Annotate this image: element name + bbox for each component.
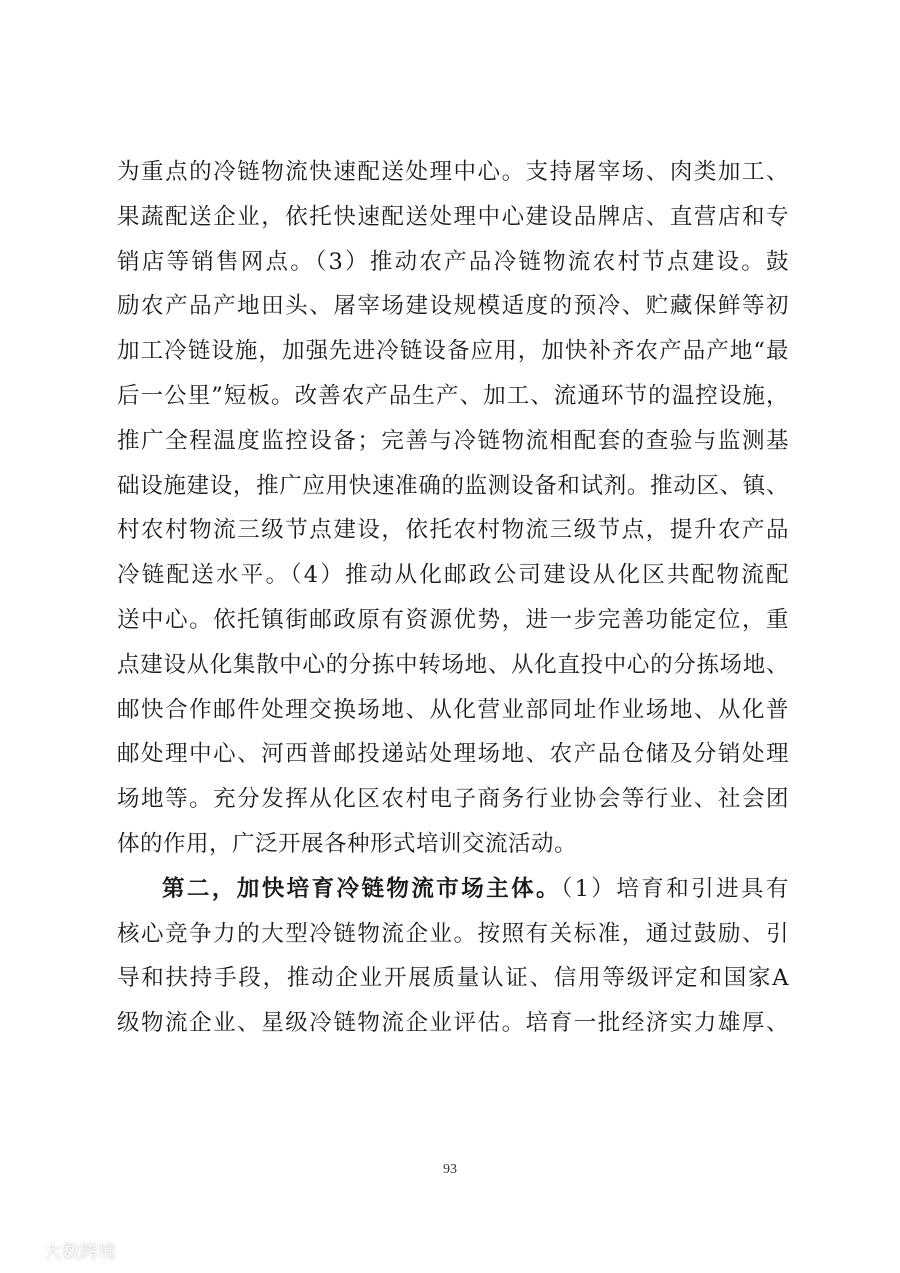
text-line: 邮快合作邮件处理交换场地、从化营业部同址作业场地、从化普 xyxy=(117,696,789,723)
text-line: 送中心。依托镇街邮政原有资源优势，进一步完善功能定位，重 xyxy=(117,606,789,633)
text-line: 后一公里”短板。改善农产品生产、加工、流通环节的温控设施， xyxy=(117,382,789,409)
page-number: 93 xyxy=(443,1162,457,1177)
text-line: 销店等销售网点。（3）推动农产品冷链物流农村节点建设。鼓 xyxy=(117,248,789,275)
body-text xyxy=(117,150,789,1046)
text-line: 体的作用，广泛开展各种形式培训交流活动。 xyxy=(117,830,578,857)
text-line: 场地等。充分发挥从化区农村电子商务行业协会等行业、社会团 xyxy=(117,786,789,813)
text-line: 果蔬配送企业，依托快速配送处理中心建设品牌店、直营店和专 xyxy=(117,203,789,230)
text-line: 点建设从化集散中心的分拣中转场地、从化直投中心的分拣场地、 xyxy=(117,651,789,678)
text-line: 村农村物流三级节点建设，依托农村物流三级节点，提升农产品 xyxy=(117,517,789,544)
text-line: 加工冷链设施，加强先进冷链设备应用，加快补齐农产品产地“最 xyxy=(117,338,789,365)
watermark xyxy=(8,1238,116,1264)
text-line: 础设施建设，推广应用快速准确的监测设备和试剂。推动区、镇、 xyxy=(117,472,789,499)
watermark-text: 大数跨境 xyxy=(44,1242,116,1263)
text-line: 邮处理中心、河西普邮投递站处理场地、农产品仓储及分销处理 xyxy=(117,741,789,768)
brand-logo-icon xyxy=(8,1240,38,1262)
text-line: 为重点的冷链物流快速配送处理中心。支持屠宰场、肉类加工、 xyxy=(117,159,789,185)
section-heading: 第二，加快培育冷链物流市场主体。 xyxy=(162,875,561,902)
text-line xyxy=(117,867,789,912)
text-line: 导和扶持手段，推动企业开展质量认证、信用等级评定和国家A xyxy=(117,965,789,992)
text-run: （1）培育和引进具有 xyxy=(560,875,789,902)
text-line: 推广全程温度监控设备；完善与冷链物流相配套的查验与监测基 xyxy=(117,427,789,454)
text-line: 核心竞争力的大型冷链物流企业。按照有关标准，通过鼓励、引 xyxy=(117,920,789,947)
text-line: 冷链配送水平。（4）推动从化邮政公司建设从化区共配物流配 xyxy=(117,562,789,589)
text-line: 级物流企业、星级冷链物流企业评估。培育一批经济实力雄厚、 xyxy=(117,1010,789,1037)
text-line: 励农产品产地田头、屠宰场建设规模适度的预冷、贮藏保鲜等初 xyxy=(117,293,789,320)
